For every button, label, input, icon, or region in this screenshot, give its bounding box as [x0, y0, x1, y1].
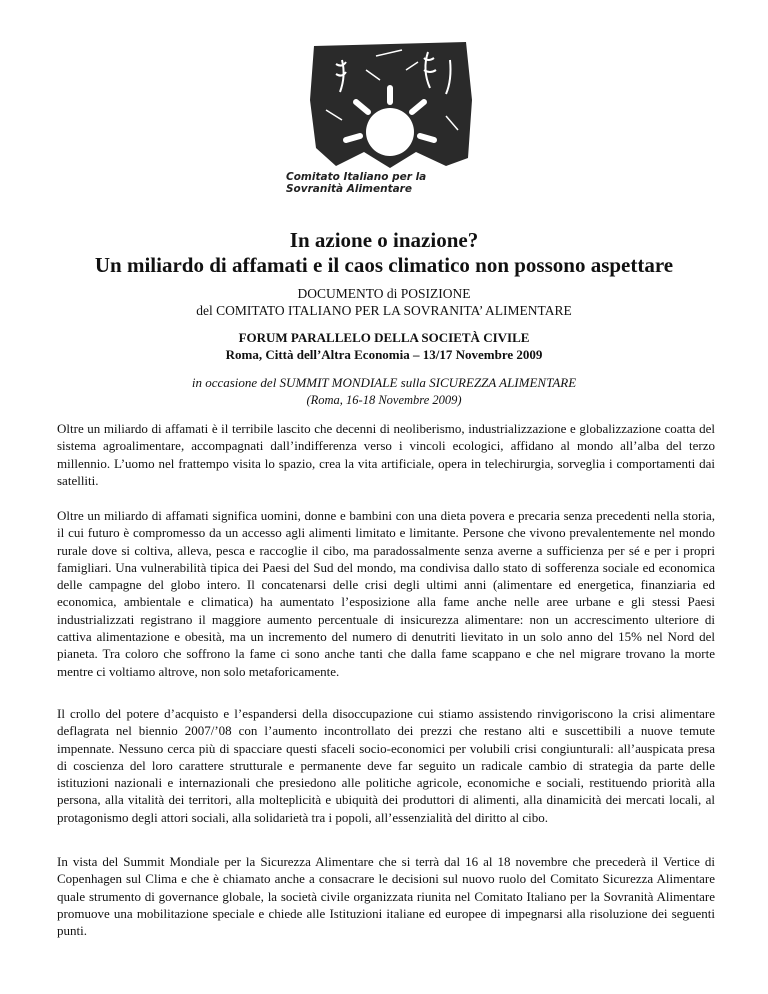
paragraph-4: In vista del Summit Mondiale per la Sicurezza Alimentare che si terrà dal 16 al 18 novembre che precederà il Vertice di Copenhagen sul Clima e che è chiamato anche a consacrare le decisioni sul nuovo ruolo del Comitato Sicurezza Alimentare quale strumento di governance globale, la società civile organizzata riunita nel Comitato Italiano per la Sovranità Alimentare promuove una mobilitazione speciale e chiede alle Istituzioni italiane ed europee di impegnarsi alla risoluzione dei seguenti punti. [57, 854, 715, 939]
logo-caption-line2: Sovranità Alimentare [286, 183, 412, 195]
document-title: In azione o inazione? [289, 228, 479, 252]
logo-caption-line1: Comitato Italiano per la [286, 171, 427, 183]
doc-type-line1: DOCUMENTO di POSIZIONE [297, 286, 471, 301]
paragraph-3: Il crollo del potere d’acquisto e l’espandersi della disoccupazione cui stiamo assistendo rinvigoriscono la crisi alimentare deflagrata nel biennio 2007/’08 con l’aumento incontrollato dei prezzi che restano alti e suscettibili a nuove temute impennate. Nessuno cerca più di spacciare questi sfaceli socio-economici per volubili crisi congiunturali: all’auspicata presa di coscienza del loro carattere strutturale e permanente deve far seguito un radicale cambio di strategia da parte delle istituzioni nazionali e internazionali che presiedono alle politiche agricole, economiche e sociali, restituendo priorità alla persona, alla vitalità dei territori, alla molteplicità e ubiquità dei produttori di alimenti, alla dinamicità dei mercati locali, al protagonismo degli attori sociali, alla solidarietà tra i popoli, all’essenzialità del diritto al cibo. [57, 706, 715, 825]
logo-caption [286, 171, 486, 195]
food-sovereignty-logo-icon [306, 40, 476, 170]
doc-type-line2: del COMITATO ITALIANO PER LA SOVRANITA’ ALIMENTARE [196, 303, 572, 318]
occasion-line1: in occasione del SUMMIT MONDIALE sulla SICUREZZA ALIMENTARE [191, 375, 577, 390]
forum-heading: FORUM PARALLELO DELLA SOCIETÀ CIVILE [238, 330, 530, 345]
paragraph-2: Oltre un miliardo di affamati significa uomini, donne e bambini con una dieta povera e precaria senza precedenti nella storia, il cui futuro è compromesso da un accesso agli alimenti limitato e limitante. Persone che vivono prevalentemente nel mondo rurale dove si coltiva, alleva, pesca e raccoglie il cibo, ma paradossalmente senza averne a sufficienza per sé e per i propri famigliari. Una vulnerabilità tipica dei Paesi del Sud del mondo, ma condivisa dallo stato di sofferenza sociale ed economica delle campagne del globo intero. Il concatenarsi delle crisi degli ultimi anni (alimentare ed energetica, finanziaria ed economica, ambientale e climatica) ha aumentato l’esposizione alla fame anche nelle aree urbane e gli stessi Paesi industrializzati registrano il maggiore aumento percentuale di insicurezza alimentare: non un accrescimento ulteriore di cattiva alimentazione e obesità, ma un incremento del numero di denutriti lievitato in un solo anno del 15% nel Nord del pianeta. Tra coloro che soffrono la fame ci sono anche tanti che dalla fame scappano e che nel migrare trovano la morte mentre ci voltiamo altrove, non solo metaforicamente. [57, 508, 715, 679]
forum-location: Roma, Città dell’Altra Economia – 13/17 Novembre 2009 [225, 347, 543, 362]
document-subtitle: Un miliardo di affamati e il caos climatico non possono aspettare [94, 253, 674, 277]
paragraph-1: Oltre un miliardo di affamati è il terribile lascito che decenni di neoliberismo, industrializzazione e globalizzazione coatta del sistema agroalimentare, accompagnati dall’indifferenza verso i vincoli ecologici, affidano al mondo all’alba del terzo millennio. L’uomo nel frattempo visita lo spazio, crea la vita artificiale, opera in telechirurgia, sorveglia i comportamenti dai satelliti. [57, 421, 715, 488]
logo [276, 40, 506, 200]
occasion-line2: (Roma, 16-18 Novembre 2009) [306, 393, 462, 407]
